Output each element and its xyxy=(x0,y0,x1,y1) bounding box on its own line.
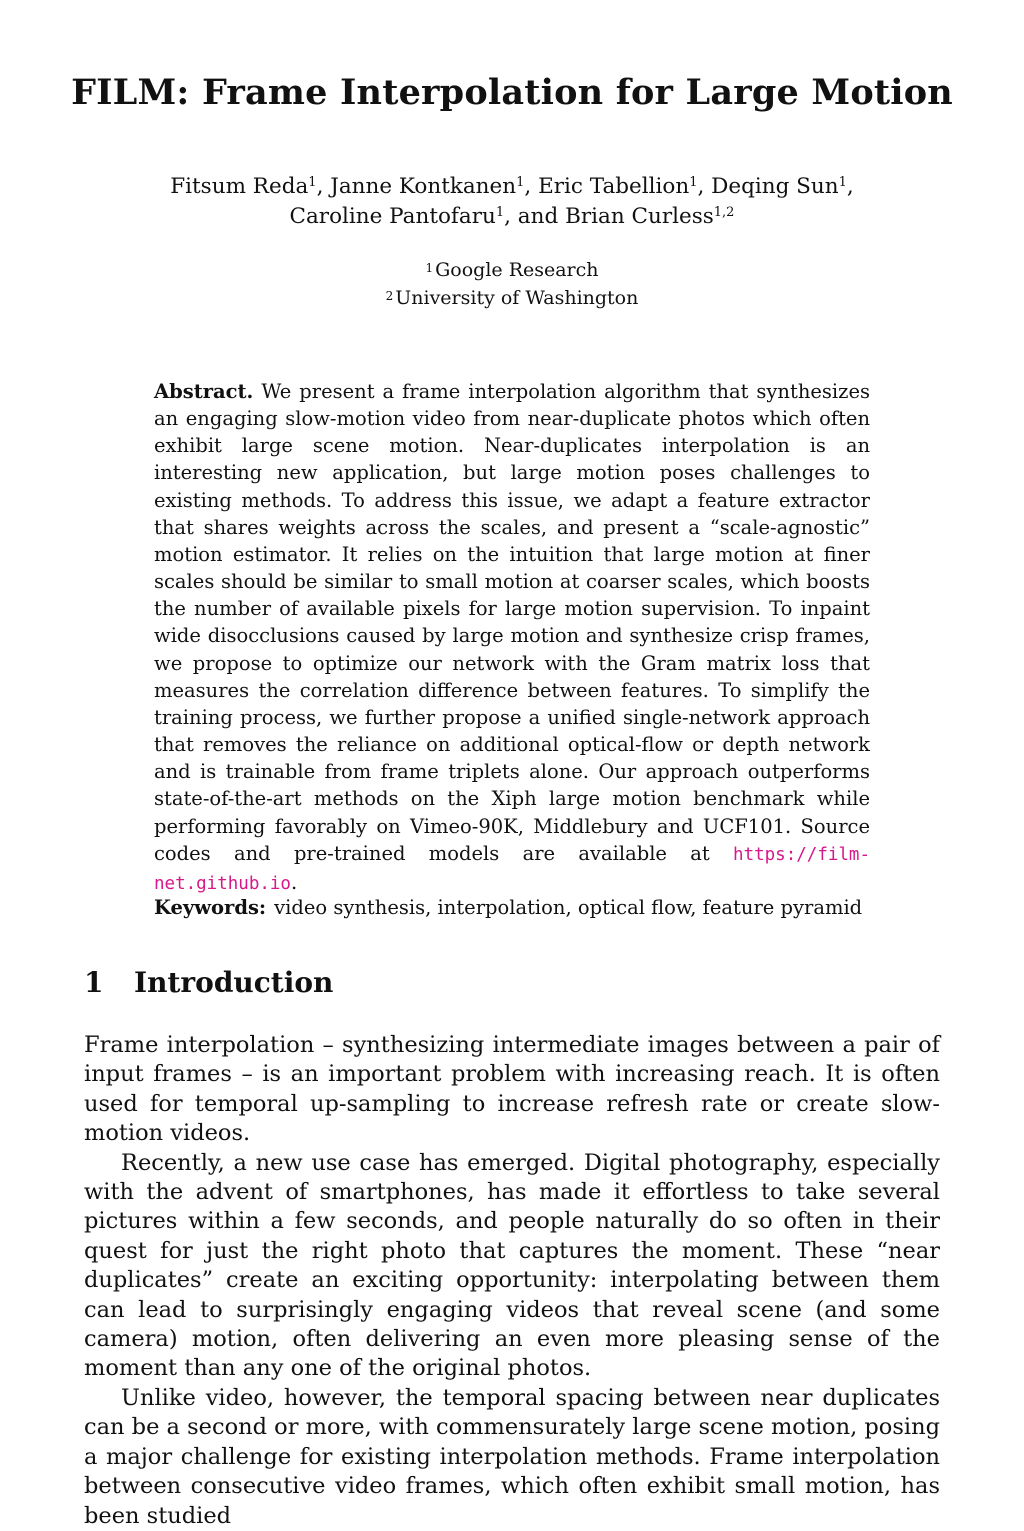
affiliation-list xyxy=(0,256,1024,312)
author-separator: , xyxy=(524,174,539,199)
keywords-text: video synthesis, interpolation, optical flow, feature pyramid xyxy=(274,896,863,919)
author-affiliation-mark: 1 xyxy=(308,175,317,190)
affiliation xyxy=(0,256,1024,284)
author-line-1 xyxy=(100,172,924,202)
author-line-2 xyxy=(100,202,924,232)
author-name: Eric Tabellion xyxy=(538,174,690,199)
author-affiliation-mark: 1 xyxy=(838,175,847,190)
author-separator: , and xyxy=(504,204,566,229)
affiliation-mark: 2 xyxy=(385,289,394,303)
affiliation xyxy=(0,284,1024,312)
body-paragraph: Recently, a new use case has emerged. Digital photography, especially with the advent of smartphones, has made it effortless to take several pictures within a few seconds, and people naturally do so often in their quest for just the right photo that captures the moment. These “near duplicates” create an exciting opportunity: interpolating between them can lead to surprisingly engaging videos that reveal scene (and some camera) motion, often delivering an even more pleasing sense of the moment than any one of the original photos. xyxy=(84,1149,940,1382)
affiliation-name: University of Washington xyxy=(395,287,639,309)
author-separator: , xyxy=(846,174,854,199)
author-separator: , xyxy=(697,174,712,199)
section-heading xyxy=(84,966,333,999)
abstract-text: We present a frame interpolation algorithm that synthesizes an engaging slow-motion video from near-duplicate photos which often exhibit large scene motion. Near-duplicates interpolation is an interesting new application, but large motion poses challenges to existing methods. To address this issue, we adapt a feature extractor that shares weights across the scales, and present a “scale-agnostic” motion estimator. It relies on the intuition that large motion at finer scales should be similar to small motion at coarser scales, which boosts the number of available pixels for large motion supervision. To inpaint wide disocclusions caused by large motion and synthesize crisp frames, we propose to optimize our network with the Gram matrix loss that measures the correlation difference between features. To simplify the training process, we further propose a unified single-network approach that removes the reliance on additional optical-flow or depth network and is trainable from frame triplets alone. Our approach outperforms state-of-the-art methods on the Xiph large motion benchmark while performing favorably on Vimeo-90K, Middlebury and UCF101. Source codes and pre-trained models are available at xyxy=(154,380,870,865)
author-name: Deqing Sun xyxy=(711,174,839,199)
abstract-end: . xyxy=(290,870,298,894)
author-separator: , xyxy=(316,174,331,199)
keywords xyxy=(154,894,870,921)
affiliation-mark: 1 xyxy=(425,261,434,275)
abstract-label: Abstract. xyxy=(154,380,254,403)
affiliation-name: Google Research xyxy=(435,259,599,281)
body-paragraph: Unlike video, however, the temporal spacing between near duplicates can be a second or more, with commensurately large scene motion, posing a major challenge for existing interpolation methods. Frame interpolation between consecutive video frames, which often exhibit small motion, has been studied xyxy=(84,1384,940,1529)
keywords-label: Keywords: xyxy=(154,896,267,919)
author-affiliation-mark: 1 xyxy=(516,175,525,190)
paper-title: FILM: Frame Interpolation for Large Motion xyxy=(71,72,953,113)
author-affiliation-mark: 1 xyxy=(495,205,505,220)
body-paragraph: Frame interpolation – synthesizing intermediate images between a pair of input frames – is an important problem with increasing reach. It is often used for temporal up-sampling to increase refresh rate or create slow-motion videos. xyxy=(84,1032,940,1147)
project-url-link[interactable]: https://film-net.github.io xyxy=(154,844,870,894)
section-title: Introduction xyxy=(134,966,334,999)
author-affiliation-mark: 1 xyxy=(689,175,698,190)
author-name: Fitsum Reda xyxy=(170,174,309,199)
author-name: Janne Kontkanen xyxy=(330,174,517,199)
author-name: Caroline Pantofaru xyxy=(289,204,496,229)
author-list xyxy=(100,172,924,232)
author-affiliation-mark: 1,2 xyxy=(713,205,735,220)
section-body xyxy=(84,1031,940,1531)
abstract xyxy=(154,378,870,898)
author-name: Brian Curless xyxy=(565,204,714,229)
section-number: 1 xyxy=(84,966,104,999)
